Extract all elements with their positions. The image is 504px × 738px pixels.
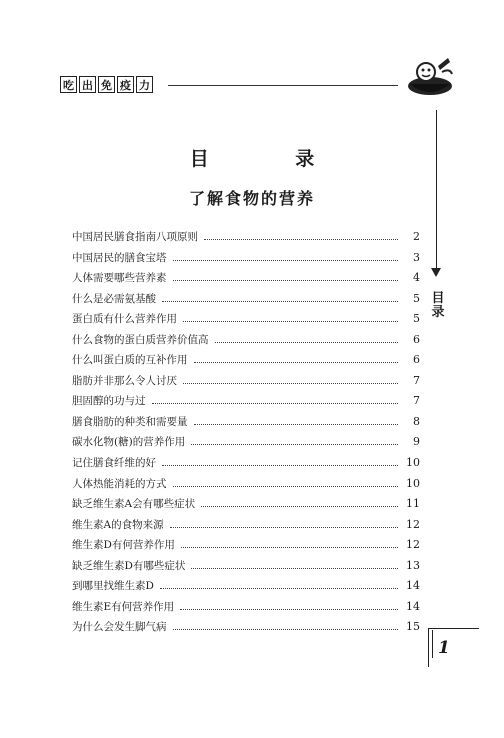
toc-entry[interactable] <box>72 476 420 497</box>
toc-entry-title: 碳水化物(糖)的营养作用 <box>72 436 186 449</box>
toc-entry-page: 9 <box>413 435 420 449</box>
toc-entry-title: 缺乏维生素D有哪些症状 <box>72 559 186 572</box>
page-number-tick <box>432 630 433 658</box>
toc-entry[interactable] <box>72 537 420 558</box>
toc-entry-title: 为什么会发生脚气病 <box>72 621 167 634</box>
toc-entry[interactable] <box>72 311 420 332</box>
leader-dots <box>181 547 398 548</box>
toc-list <box>72 229 420 640</box>
toc-entry-page: 12 <box>406 538 420 552</box>
toc-entry-page: 10 <box>406 476 420 490</box>
leader-dots <box>194 424 399 425</box>
toc-entry[interactable] <box>72 352 420 373</box>
toc-entry-title: 维生素A的食物来源 <box>72 518 164 531</box>
toc-entry-page: 2 <box>413 230 420 243</box>
toc-entry-page: 11 <box>406 497 420 511</box>
toc-entry[interactable] <box>72 393 420 414</box>
leader-dots <box>162 301 398 302</box>
leader-dots <box>173 280 399 281</box>
leader-dots <box>183 321 398 322</box>
toc-entry[interactable] <box>72 599 420 620</box>
toc-entry[interactable] <box>72 496 420 517</box>
toc-entry-page: 14 <box>406 579 420 593</box>
toc-entry[interactable] <box>72 434 420 455</box>
toc-entry-title: 胆固醇的功与过 <box>72 395 146 408</box>
leader-dots <box>170 527 398 528</box>
toc-entry-title: 什么叫蛋白质的互补作用 <box>72 354 188 367</box>
toc-entry-page: 6 <box>413 353 420 367</box>
toc-entry[interactable] <box>72 229 420 250</box>
toc-entry[interactable] <box>72 414 420 435</box>
section-title: 了解食物的营养 <box>188 189 315 208</box>
toc-entry-page: 5 <box>413 291 420 305</box>
header-rule <box>168 85 398 86</box>
leader-dots <box>201 506 398 507</box>
toc-entry-page: 8 <box>413 414 420 428</box>
bowl-icon <box>404 56 456 100</box>
leader-dots <box>160 588 398 589</box>
page-title: 目 录 <box>189 148 355 170</box>
header-title-boxes <box>60 76 155 93</box>
toc-entry[interactable] <box>72 291 420 312</box>
toc-entry-title: 中国居民的膳食宝塔 <box>72 251 167 264</box>
toc-entry-page: 10 <box>406 456 420 470</box>
leader-dots <box>191 444 398 445</box>
leader-dots <box>173 629 399 630</box>
toc-entry[interactable] <box>72 250 420 271</box>
toc-entry[interactable] <box>72 332 420 353</box>
header-char: 免 <box>98 76 115 93</box>
toc-entry-title: 记住膳食纤维的好 <box>72 457 156 470</box>
toc-entry[interactable] <box>72 558 420 579</box>
toc-entry[interactable] <box>72 373 420 394</box>
header-char: 吃 <box>60 76 77 93</box>
toc-entry-page: 15 <box>406 620 420 634</box>
toc-entry-title: 维生素D有何营养作用 <box>72 539 175 552</box>
toc-entry-title: 缺乏维生素A会有哪些症状 <box>72 498 196 511</box>
page-number: 1 <box>438 638 450 658</box>
toc-entry-page: 14 <box>406 599 420 613</box>
toc-entry-page: 6 <box>413 332 420 346</box>
header-char: 疫 <box>117 76 134 93</box>
leader-dots <box>152 403 399 404</box>
page-number-frame <box>428 628 479 667</box>
header-char: 出 <box>79 76 96 93</box>
toc-entry-title: 人体需要哪些营养素 <box>72 272 167 285</box>
toc-entry-title: 什么食物的蛋白质营养价值高 <box>72 333 209 346</box>
leader-dots <box>191 568 398 569</box>
toc-entry[interactable] <box>72 517 420 538</box>
toc-entry-title: 什么是必需氨基酸 <box>72 292 156 305</box>
toc-entry[interactable] <box>72 578 420 599</box>
leader-dots <box>194 362 399 363</box>
toc-entry-page: 3 <box>413 250 420 264</box>
toc-entry-title: 维生素E有何营养作用 <box>72 600 175 613</box>
toc-entry-title: 到哪里找维生素D <box>72 580 154 593</box>
toc-entry-page: 7 <box>413 394 420 408</box>
leader-dots <box>180 609 398 610</box>
toc-entry-page: 13 <box>406 558 420 572</box>
toc-entry[interactable] <box>72 455 420 476</box>
leader-dots <box>173 486 399 487</box>
leader-dots <box>183 383 398 384</box>
toc-entry-title: 脂肪并非那么令人讨厌 <box>72 374 177 387</box>
toc-entry[interactable] <box>72 619 420 640</box>
header-char: 力 <box>136 76 153 93</box>
toc-entry-title: 蛋白质有什么营养作用 <box>72 313 177 326</box>
toc-entry-page: 7 <box>413 373 420 387</box>
side-arrow <box>431 268 441 277</box>
toc-entry-title: 人体热能消耗的方式 <box>72 477 167 490</box>
leader-dots <box>162 465 398 466</box>
leader-dots <box>173 260 399 261</box>
side-mark: 目录 <box>431 291 445 320</box>
leader-dots <box>204 239 398 240</box>
toc-entry-page: 4 <box>413 271 420 285</box>
toc-entry-page: 5 <box>413 312 420 326</box>
toc-entry-title: 中国居民膳食指南八项原则 <box>72 231 198 243</box>
leader-dots <box>215 342 399 343</box>
toc-entry-page: 12 <box>406 517 420 531</box>
toc-entry[interactable] <box>72 270 420 291</box>
toc-entry-title: 膳食脂肪的种类和需要量 <box>72 415 188 428</box>
